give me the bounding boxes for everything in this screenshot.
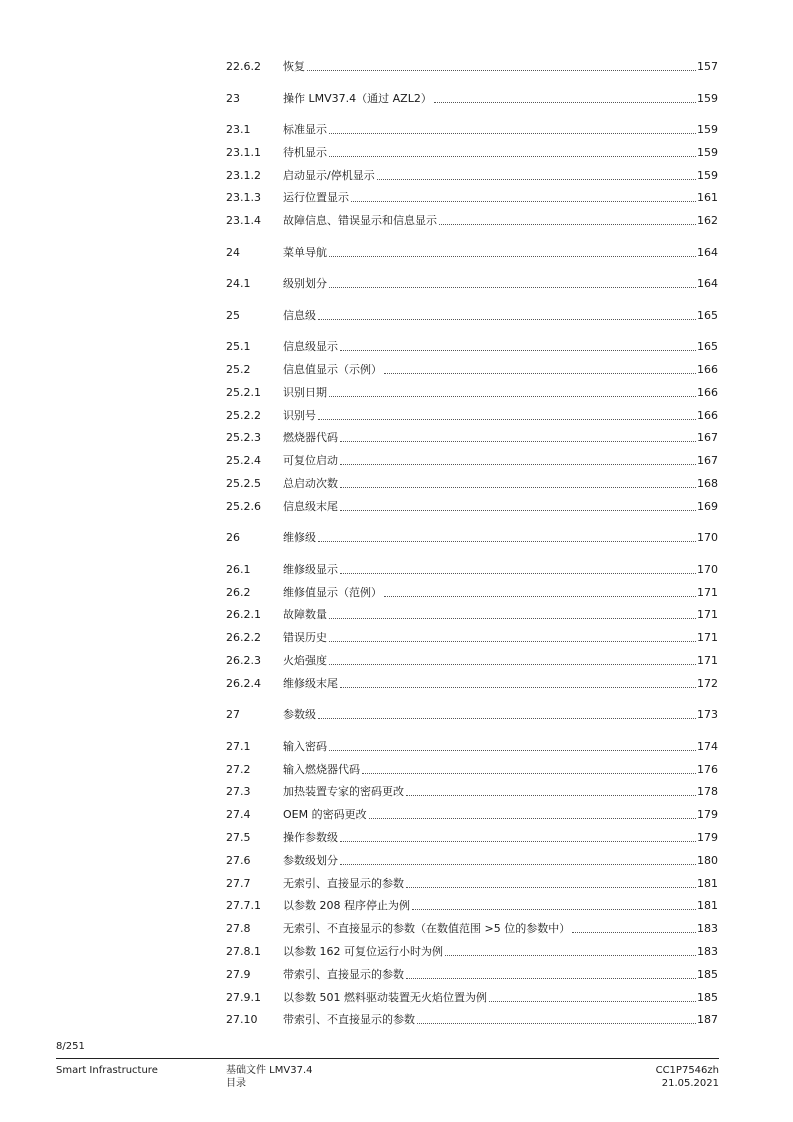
toc-entry-number: 23.1.2 bbox=[226, 169, 261, 182]
toc-entry-page: 172 bbox=[697, 677, 718, 690]
toc-entry-number: 27.8.1 bbox=[226, 945, 261, 958]
toc-dot-leader bbox=[362, 772, 696, 774]
toc-entry-number: 26.2.3 bbox=[226, 654, 261, 667]
toc-entry[interactable] bbox=[226, 966, 718, 982]
toc-entry-page: 161 bbox=[697, 191, 718, 204]
toc-entry-number: 26 bbox=[226, 531, 240, 544]
toc-entry-number: 25.2.6 bbox=[226, 500, 261, 513]
toc-entry-page: 171 bbox=[697, 608, 718, 621]
toc-entry-page: 185 bbox=[697, 968, 718, 981]
toc-entry[interactable] bbox=[226, 852, 718, 868]
toc-entry-title: 无索引、不直接显示的参数（在数值范围 >5 位的参数中） bbox=[283, 922, 571, 935]
toc-entry-number: 23.1.3 bbox=[226, 191, 261, 204]
toc-dot-leader bbox=[439, 223, 696, 225]
toc-entry-title: 带索引、直接显示的参数 bbox=[283, 968, 404, 981]
toc-entry-title: 恢复 bbox=[283, 60, 305, 73]
toc-entry[interactable] bbox=[226, 738, 718, 754]
toc-entry-number: 27.9.1 bbox=[226, 991, 261, 1004]
toc-dot-leader bbox=[329, 255, 696, 257]
footer-page-number: 8/251 bbox=[56, 1041, 85, 1052]
toc-entry-number: 27.2 bbox=[226, 763, 251, 776]
toc-chapter-entry[interactable] bbox=[226, 529, 718, 545]
toc-dot-leader bbox=[340, 463, 696, 465]
toc-dot-leader bbox=[406, 794, 696, 796]
toc-entry-title: 信息值显示（示例） bbox=[283, 363, 382, 376]
toc-entry[interactable] bbox=[226, 1011, 718, 1027]
toc-entry-number: 25.2 bbox=[226, 363, 251, 376]
toc-dot-leader bbox=[329, 617, 696, 619]
toc-dot-leader bbox=[329, 132, 696, 134]
toc-entry-page: 169 bbox=[697, 500, 718, 513]
toc-entry-number: 25.1 bbox=[226, 340, 251, 353]
toc-chapter-entry[interactable] bbox=[226, 706, 718, 722]
toc-dot-leader bbox=[384, 595, 696, 597]
toc-entry[interactable] bbox=[226, 920, 718, 936]
toc-entry-page: 162 bbox=[697, 214, 718, 227]
toc-entry-page: 180 bbox=[697, 854, 718, 867]
toc-entry[interactable] bbox=[226, 407, 718, 423]
toc-entry-title: 总启动次数 bbox=[283, 477, 338, 490]
toc-entry-number: 26.2 bbox=[226, 586, 251, 599]
toc-entry-title: 启动显示/停机显示 bbox=[283, 169, 375, 182]
toc-entry-page: 183 bbox=[697, 922, 718, 935]
toc-entry[interactable] bbox=[226, 189, 718, 205]
toc-entry-number: 23 bbox=[226, 92, 240, 105]
toc-dot-leader bbox=[351, 200, 696, 202]
toc-entry[interactable] bbox=[226, 761, 718, 777]
toc-dot-leader bbox=[318, 318, 696, 320]
toc-entry-title: 错误历史 bbox=[283, 631, 327, 644]
toc-entry-number: 26.1 bbox=[226, 563, 251, 576]
footer-date: 21.05.2021 bbox=[661, 1078, 719, 1089]
toc-entry-number: 25.2.5 bbox=[226, 477, 261, 490]
toc-entry[interactable] bbox=[226, 606, 718, 622]
toc-entry-number: 27.4 bbox=[226, 808, 251, 821]
toc-entry-number: 23.1 bbox=[226, 123, 251, 136]
toc-entry[interactable] bbox=[226, 943, 718, 959]
toc-entry-page: 168 bbox=[697, 477, 718, 490]
toc-entry-page: 167 bbox=[697, 431, 718, 444]
toc-entry[interactable] bbox=[226, 452, 718, 468]
toc-entry-page: 171 bbox=[697, 631, 718, 644]
toc-entry-title: 以参数 501 燃料驱动装置无火焰位置为例 bbox=[283, 991, 487, 1004]
toc-entry[interactable] bbox=[226, 144, 718, 160]
toc-entry[interactable] bbox=[226, 806, 718, 822]
toc-entry-page: 164 bbox=[697, 246, 718, 259]
toc-dot-leader bbox=[318, 717, 696, 719]
toc-dot-leader bbox=[340, 440, 696, 442]
toc-entry-page: 159 bbox=[697, 169, 718, 182]
toc-entry[interactable] bbox=[226, 897, 718, 913]
toc-entry-title: 加热装置专家的密码更改 bbox=[283, 785, 404, 798]
toc-entry[interactable] bbox=[226, 275, 718, 291]
toc-entry-number: 27.7.1 bbox=[226, 899, 261, 912]
toc-entry-page: 171 bbox=[697, 654, 718, 667]
toc-dot-leader bbox=[369, 817, 696, 819]
toc-dot-leader bbox=[329, 286, 696, 288]
toc-dot-leader bbox=[412, 908, 696, 910]
toc-entry[interactable] bbox=[226, 675, 718, 691]
toc-entry-number: 23.1.1 bbox=[226, 146, 261, 159]
toc-entry-number: 27.3 bbox=[226, 785, 251, 798]
toc-entry-title: 识别号 bbox=[283, 409, 316, 422]
toc-dot-leader bbox=[340, 863, 696, 865]
toc-entry[interactable] bbox=[226, 584, 718, 600]
toc-entry[interactable] bbox=[226, 212, 718, 228]
toc-entry-number: 22.6.2 bbox=[226, 60, 261, 73]
toc-entry[interactable] bbox=[226, 58, 718, 74]
toc-entry[interactable] bbox=[226, 167, 718, 183]
toc-entry-title: 信息级末尾 bbox=[283, 500, 338, 513]
toc-entry-number: 23.1.4 bbox=[226, 214, 261, 227]
toc-entry[interactable] bbox=[226, 498, 718, 514]
toc-entry-title: 维修值显示（范例） bbox=[283, 586, 382, 599]
toc-entry-page: 167 bbox=[697, 454, 718, 467]
toc-entry-title: 参数级划分 bbox=[283, 854, 338, 867]
toc-entry-page: 178 bbox=[697, 785, 718, 798]
toc-entry-page: 174 bbox=[697, 740, 718, 753]
toc-entry-number: 25.2.4 bbox=[226, 454, 261, 467]
toc-entry-page: 179 bbox=[697, 831, 718, 844]
toc-entry[interactable] bbox=[226, 875, 718, 891]
toc-entry-title: 故障信息、错误显示和信息显示 bbox=[283, 214, 437, 227]
footer-doc-id: CC1P7546zh bbox=[655, 1065, 719, 1076]
toc-dot-leader bbox=[384, 372, 696, 374]
toc-entry-number: 27.6 bbox=[226, 854, 251, 867]
footer-divider bbox=[56, 1058, 719, 1059]
toc-entry-title: 维修级 bbox=[283, 531, 316, 544]
toc-entry[interactable] bbox=[226, 429, 718, 445]
toc-entry-title: 燃烧器代码 bbox=[283, 431, 338, 444]
toc-entry-page: 165 bbox=[697, 340, 718, 353]
toc-entry-number: 27.8 bbox=[226, 922, 251, 935]
toc-entry-title: 运行位置显示 bbox=[283, 191, 349, 204]
toc-entry[interactable] bbox=[226, 783, 718, 799]
toc-entry-page: 159 bbox=[697, 123, 718, 136]
toc-entry-page: 159 bbox=[697, 146, 718, 159]
toc-dot-leader bbox=[318, 540, 696, 542]
toc-entry-page: 176 bbox=[697, 763, 718, 776]
toc-entry-page: 179 bbox=[697, 808, 718, 821]
toc-entry-number: 25 bbox=[226, 309, 240, 322]
toc-entry-number: 25.2.1 bbox=[226, 386, 261, 399]
toc-entry[interactable] bbox=[226, 475, 718, 491]
footer-section: 目录 bbox=[226, 1078, 246, 1089]
toc-entry[interactable] bbox=[226, 989, 718, 1005]
toc-entry-title: 故障数量 bbox=[283, 608, 327, 621]
toc-entry[interactable] bbox=[226, 561, 718, 577]
toc-entry-title: 待机显示 bbox=[283, 146, 327, 159]
toc-entry-page: 183 bbox=[697, 945, 718, 958]
toc-dot-leader bbox=[329, 749, 696, 751]
toc-entry-page: 181 bbox=[697, 899, 718, 912]
toc-entry-title: 信息级 bbox=[283, 309, 316, 322]
toc-entry-page: 159 bbox=[697, 92, 718, 105]
toc-entry-number: 26.2.4 bbox=[226, 677, 261, 690]
toc-entry-page: 173 bbox=[697, 708, 718, 721]
toc-entry-title: 维修级末尾 bbox=[283, 677, 338, 690]
toc-entry-title: 菜单导航 bbox=[283, 246, 327, 259]
toc-dot-leader bbox=[572, 931, 696, 933]
toc-entry-title: 带索引、不直接显示的参数 bbox=[283, 1013, 415, 1026]
toc-entry-number: 27.5 bbox=[226, 831, 251, 844]
footer-doc-meta bbox=[560, 1064, 719, 1090]
toc-entry-title: 信息级显示 bbox=[283, 340, 338, 353]
toc-dot-leader bbox=[434, 101, 696, 103]
toc-entry-title: 操作 LMV37.4（通过 AZL2） bbox=[283, 92, 432, 105]
toc-entry-number: 25.2.3 bbox=[226, 431, 261, 444]
toc-chapter-entry[interactable] bbox=[226, 90, 718, 106]
toc-entry-page: 166 bbox=[697, 363, 718, 376]
toc-entry-page: 185 bbox=[697, 991, 718, 1004]
toc-dot-leader bbox=[340, 509, 696, 511]
toc-entry[interactable] bbox=[226, 652, 718, 668]
toc-entry-title: 输入燃烧器代码 bbox=[283, 763, 360, 776]
toc-entry-number: 27.9 bbox=[226, 968, 251, 981]
toc-entry-page: 166 bbox=[697, 386, 718, 399]
toc-entry-title: 以参数 162 可复位运行小时为例 bbox=[283, 945, 443, 958]
toc-entry-page: 171 bbox=[697, 586, 718, 599]
toc-entry-page: 164 bbox=[697, 277, 718, 290]
toc-entry-title: 以参数 208 程序停止为例 bbox=[283, 899, 410, 912]
toc-entry-title: 输入密码 bbox=[283, 740, 327, 753]
toc-entry-title: 可复位启动 bbox=[283, 454, 338, 467]
toc-chapter-entry[interactable] bbox=[226, 244, 718, 260]
toc-dot-leader bbox=[340, 572, 696, 574]
toc-entry-page: 187 bbox=[697, 1013, 718, 1026]
toc-entry-number: 27 bbox=[226, 708, 240, 721]
toc-entry-title: 识别日期 bbox=[283, 386, 327, 399]
toc-entry-number: 27.1 bbox=[226, 740, 251, 753]
toc-entry-page: 170 bbox=[697, 531, 718, 544]
toc-dot-leader bbox=[318, 418, 696, 420]
toc-entry-page: 170 bbox=[697, 563, 718, 576]
toc-entry-title: 操作参数级 bbox=[283, 831, 338, 844]
toc-dot-leader bbox=[340, 486, 696, 488]
toc-entry-number: 24 bbox=[226, 246, 240, 259]
toc-entry-number: 27.10 bbox=[226, 1013, 258, 1026]
toc-dot-leader bbox=[329, 395, 696, 397]
toc-entry[interactable] bbox=[226, 384, 718, 400]
toc-entry-number: 25.2.2 bbox=[226, 409, 261, 422]
toc-dot-leader bbox=[329, 640, 696, 642]
toc-entry-page: 165 bbox=[697, 309, 718, 322]
toc-entry-title: 无索引、直接显示的参数 bbox=[283, 877, 404, 890]
toc-dot-leader bbox=[307, 69, 696, 71]
toc-dot-leader bbox=[329, 155, 696, 157]
toc-entry-number: 24.1 bbox=[226, 277, 251, 290]
toc-dot-leader bbox=[445, 954, 696, 956]
toc-dot-leader bbox=[489, 1000, 696, 1002]
toc-entry-title: 标准显示 bbox=[283, 123, 327, 136]
toc-dot-leader bbox=[340, 840, 696, 842]
toc-dot-leader bbox=[417, 1022, 696, 1024]
toc-entry[interactable] bbox=[226, 361, 718, 377]
toc-entry-number: 27.7 bbox=[226, 877, 251, 890]
toc-chapter-entry[interactable] bbox=[226, 307, 718, 323]
toc-dot-leader bbox=[406, 977, 696, 979]
toc-dot-leader bbox=[377, 178, 696, 180]
toc-entry-title: 火焰强度 bbox=[283, 654, 327, 667]
toc-entry-title: 级别划分 bbox=[283, 277, 327, 290]
footer-document-info bbox=[226, 1064, 312, 1090]
toc-entry[interactable] bbox=[226, 121, 718, 137]
footer-company: Smart Infrastructure bbox=[56, 1065, 158, 1076]
toc-entry-page: 166 bbox=[697, 409, 718, 422]
toc-entry-number: 26.2.1 bbox=[226, 608, 261, 621]
toc-entry-number: 26.2.2 bbox=[226, 631, 261, 644]
toc-entry-title: OEM 的密码更改 bbox=[283, 808, 367, 821]
toc-dot-leader bbox=[329, 663, 696, 665]
toc-entry-title: 维修级显示 bbox=[283, 563, 338, 576]
toc-dot-leader bbox=[340, 686, 696, 688]
toc-dot-leader bbox=[406, 886, 696, 888]
toc-entry[interactable] bbox=[226, 338, 718, 354]
toc-entry-title: 参数级 bbox=[283, 708, 316, 721]
toc-dot-leader bbox=[340, 349, 696, 351]
toc-entry[interactable] bbox=[226, 629, 718, 645]
toc-entry-page: 157 bbox=[697, 60, 718, 73]
toc-entry[interactable] bbox=[226, 829, 718, 845]
toc-entry-page: 181 bbox=[697, 877, 718, 890]
footer-doc-title: 基础文件 LMV37.4 bbox=[226, 1065, 313, 1076]
